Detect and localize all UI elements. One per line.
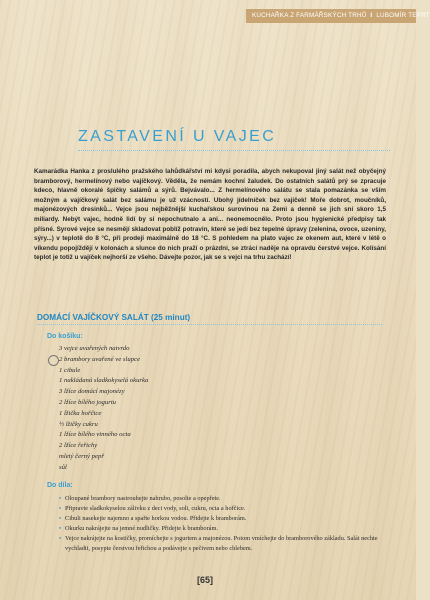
step-item [60,504,390,514]
ingredients-list [59,344,148,474]
recipe-divider [37,324,382,325]
step-text: Oloupané brambory nastrouhejte nahrubo, posolte a opepřete. [65,495,221,502]
recipe-title: DOMÁCÍ VAJÍČKOVÝ SALÁT (25 minut) [37,313,191,322]
bullet-icon: • [59,524,62,532]
step-item [60,514,390,524]
ingredient-item: sůl [59,463,67,471]
ingredient-item: 1 lžička hořčice [59,409,102,417]
ingredient-item: 2 brambory uvařené ve slupce [59,355,140,363]
step-text: Vejce nakrájejte na kostičky, promíchejte s jogurtem a majonézou. Potom vmíchejte do bramborového základu. Salát nechte vychladit, posypte čerstvou řeřichou a podávejte s pečivem nebo chlebem. [65,534,378,552]
ingredient-item: 1 nakládaná sladkokyselá okurka [59,377,149,385]
bullet-icon: • [59,514,62,522]
bullet-icon: • [59,534,62,542]
header-separator: I [370,12,373,19]
bullet-icon: • [59,495,62,502]
ingredient-item: 2 lžíce bílého jogurtu [59,398,117,406]
step-item [60,534,390,554]
running-header [246,9,430,23]
author-name: LUBOMÍR TEPRT [376,12,430,19]
ingredient-item: 2 lžíce řeřichy [59,442,98,450]
ingredient-item: ½ lžičky cukru [59,420,98,428]
step-item [60,494,390,504]
ring-mark [48,355,59,366]
ingredients-label: Do košíku: [47,333,83,340]
ingredient-item: 1 cibule [59,366,81,374]
intro-paragraph: Kamarádka Hanka z proslulého pražského lahůdkářství mi kdysi poradila, abych nekupoval jiný salát než obyčejný bramborový, hermelínový nebo vajíčkový. Věděla, že nemám kochní žaludek. Do ostatních salátů prý se zpracuje kdeco, hlavně okoralé špičky salámů a sýrů. Bejvávalo... Z hermelínového salátu se stala pomazánka se vším možným a vajíčkový salát bez salámu je už vzácností. Ubohý jídelníček bez vajíček! Moře dobrot, moučníků, majonézových dresinků... Vejce jsou nejběžnější kuchařskou surovinou na Zemi a denně se jich sní skoro 1,5 miliardy. Nebýt vajec, hodně lidí by si nepochutnalo a ani... neonemocnělo. Proto jsou hygienické předpisy tak přísné. Syrové vejce se nesmějí skladovat poblíž potravin, které se jedí bez tepelné úpravy (zelenina, ovoce, uzeniny, sýry...) v teplotě do 8 °C, při prodeji maximálně do 18 °C. S pohledem na plato vajec ze okenem aut, které v létě o víkendu popojíždějí v kolonách a slunce do nich praží o prázdni, se ztrácí naděje na opravdu čerstvé vejce. Kolísání teplot je totiž u vajíček nejhorší ze všeho. Dávejte pozor, jak se s vejci na trhu zachází! [34,168,386,262]
ingredient-item: mletý černý pepř [59,452,104,460]
article-title: ZASTAVENÍ U VAJEC [78,128,277,145]
step-text: Cibuli nasekejte najemno a spařte horkou vodou. Přidejte k bramborám. [65,514,247,522]
steps-list [60,494,390,553]
ingredient-item: 3 vejce uvařených natvrdo [59,345,130,352]
step-item [60,524,390,534]
book-title: KUCHAŘKA Z FARMÁŘSKÝCH TRHŮ [252,12,367,19]
title-divider [78,150,390,151]
page-number: [65] [197,575,214,585]
ingredient-item: 1 lžíce bílého vinného octa [59,431,131,439]
bullet-icon: • [59,504,62,512]
ingredient-item: 3 lžíce domácí majonézy [59,388,125,396]
step-text: Připravte sladkokyselou zálivku z deci vody, soli, cukru, octa a hořčice. [65,504,246,512]
step-text: Okurku nakrájejte na jemné nudličky. Přidejte k bramborám. [65,524,218,532]
steps-label: Do díla: [47,482,73,489]
